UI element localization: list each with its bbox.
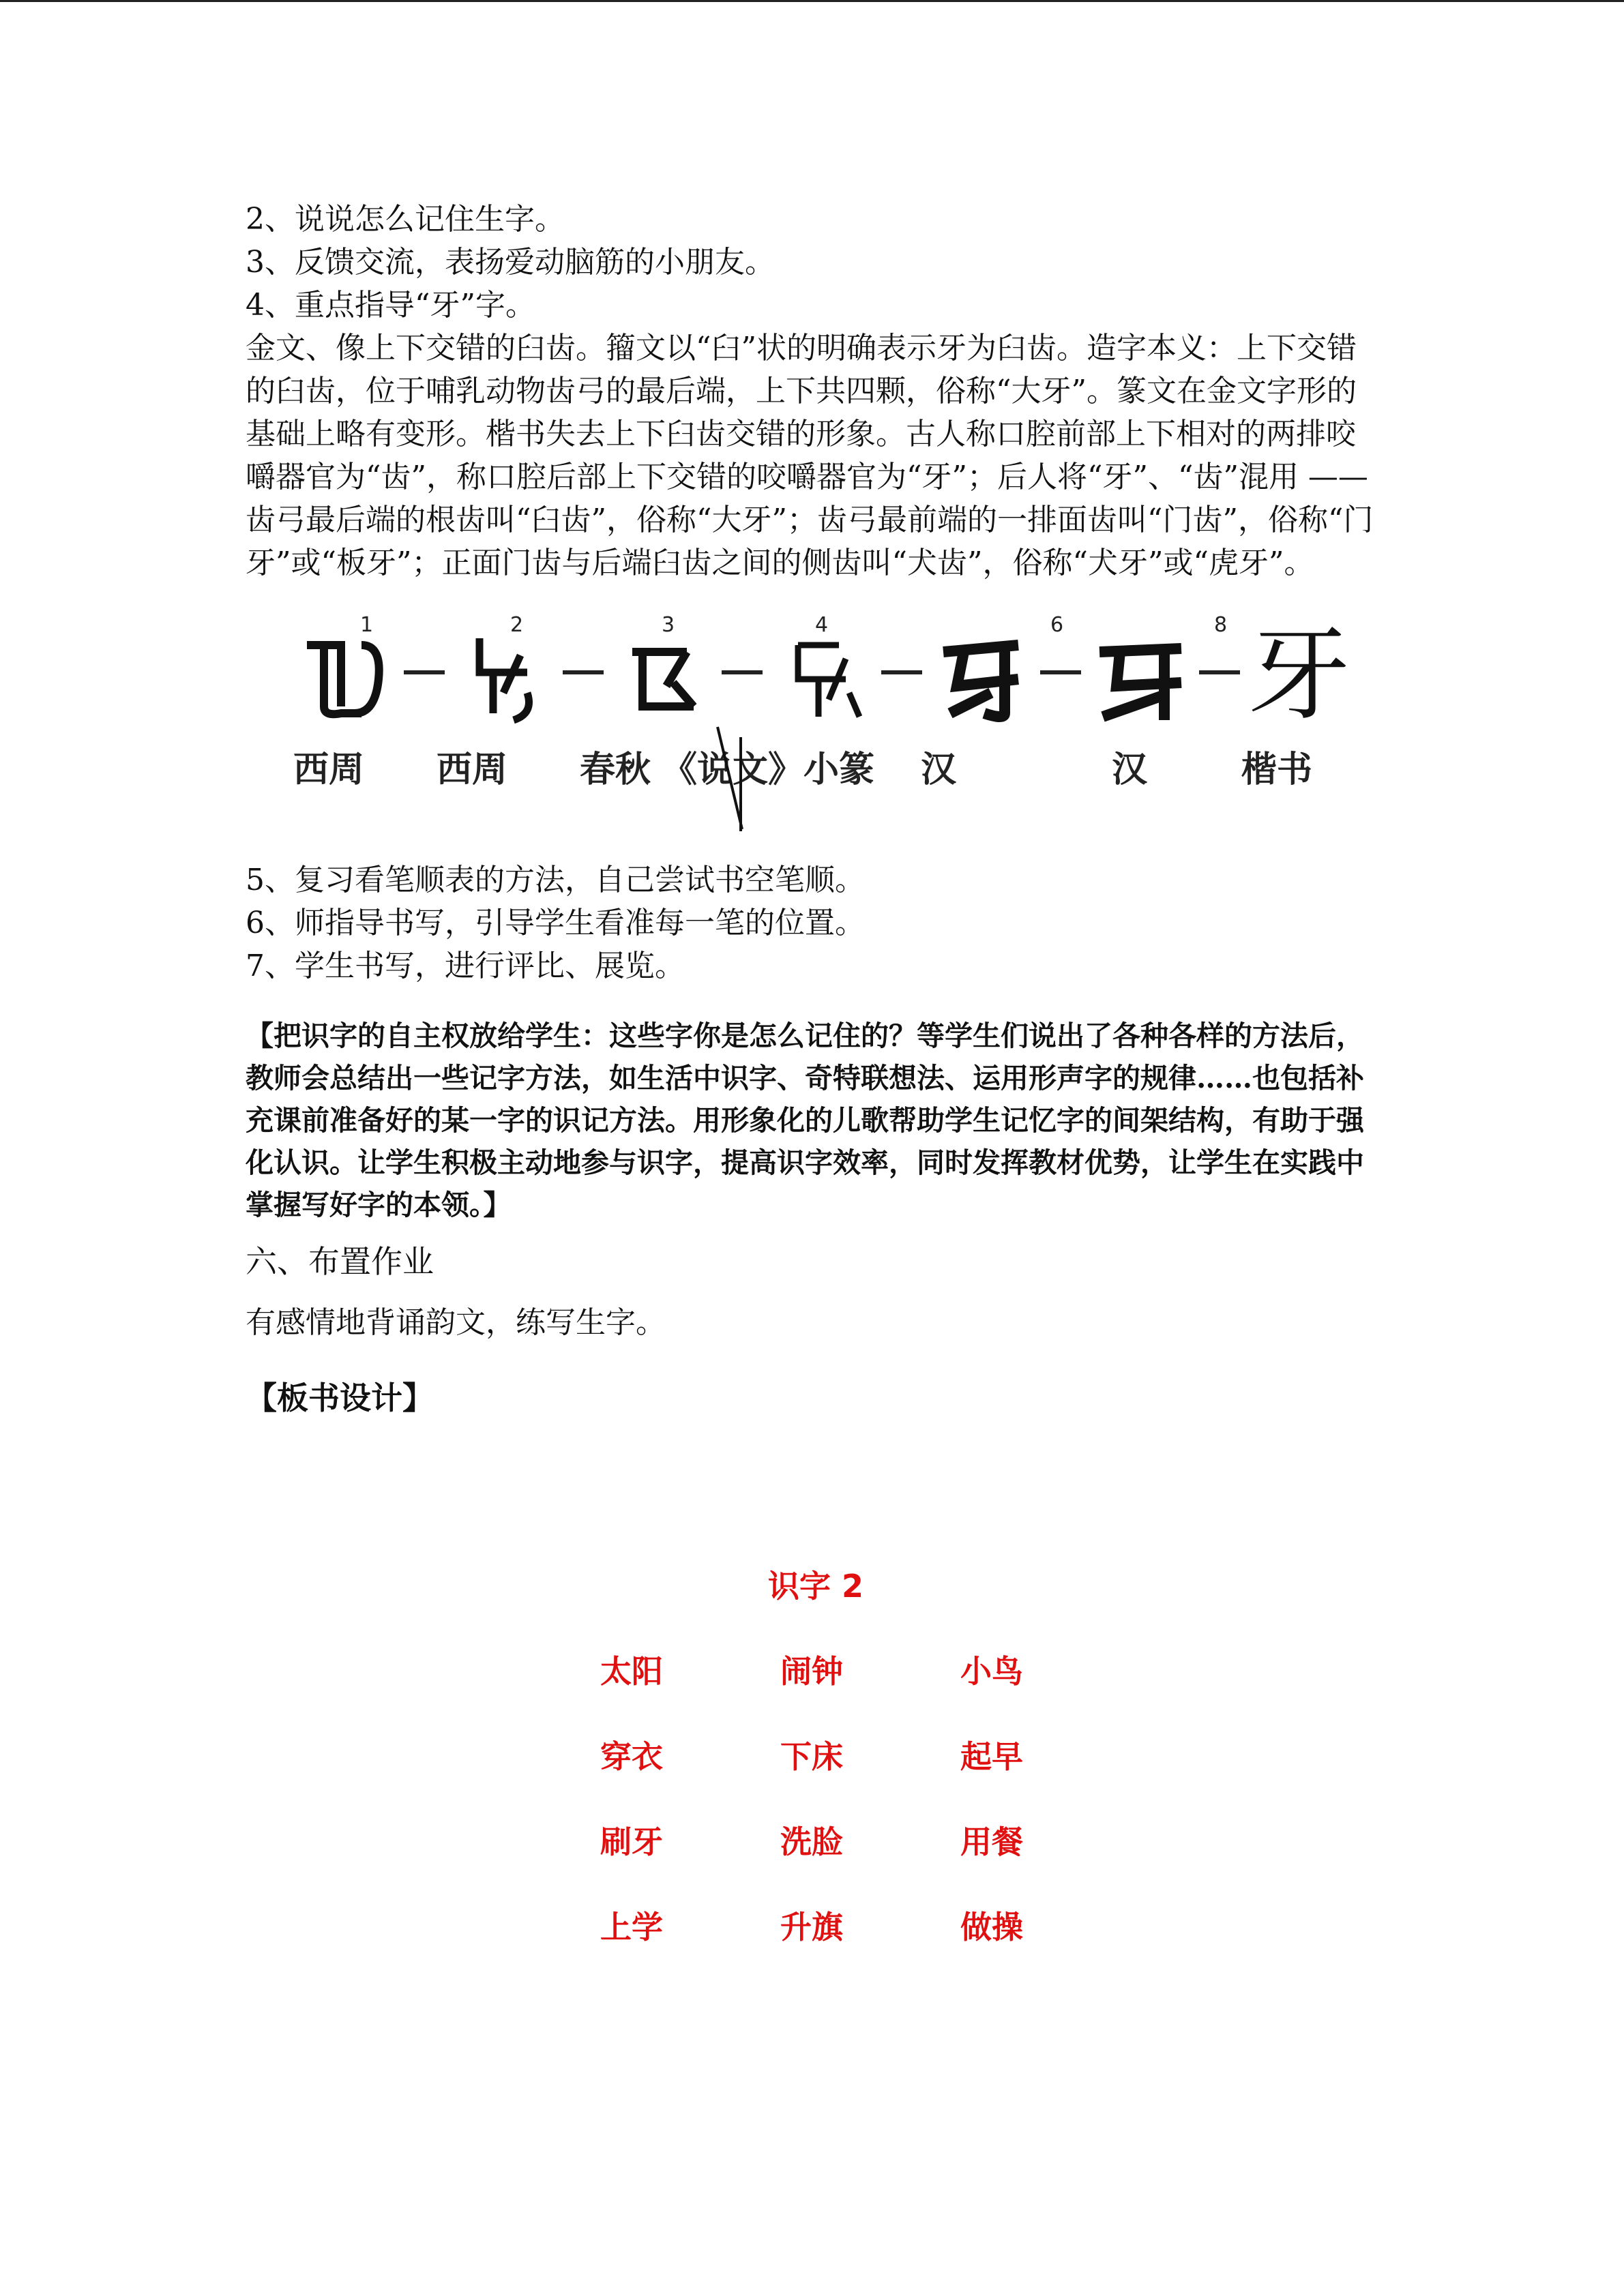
board-word: 上学	[600, 1909, 663, 1945]
label-shuowen-seal: 《说文》小篆	[662, 749, 875, 790]
board-word: 刷牙	[600, 1823, 663, 1860]
label-spring-autumn: 春秋	[580, 749, 651, 790]
evolution-dash	[404, 670, 445, 674]
board-word: 起早	[960, 1738, 1023, 1775]
board-design-heading: 【板书设计】	[246, 1380, 434, 1416]
step-4: 4、重点指导“牙”字。	[246, 288, 535, 323]
ya-etymology-paragraph: 金文、像上下交错的臼齿。籀文以“臼”状的明确表示牙为臼齿。造字本义：上下交错的臼齿，位于哺乳动物齿弓的最后端，上下共四颗，俗称“大牙”。篆文在金文字形的基础上略有变形。楷书失去上下臼齿交错的形象。古人称口腔前部上下相对的两排咬嚼器官为“齿”，称口腔后部上下交错的咬嚼器官为“牙”；后人将“牙”、“齿”混用 ——齿弓最后端的根齿叫“臼齿”，俗称“大牙”；齿弓最前端的一排面齿叫“门齿”，俗称“门牙”或“板牙”；正面门齿与后端臼齿之间的侧齿叫“犬齿”，俗称“犬牙”或“虎牙”。	[246, 331, 1374, 580]
figure-number-6: 6	[1050, 613, 1064, 637]
label-regular-script: 楷书	[1241, 749, 1313, 790]
board-word: 太阳	[600, 1653, 663, 1690]
step-7: 7、学生书写，进行评比、展览。	[246, 949, 685, 983]
homework-text: 有感情地背诵韵文，练写生字。	[246, 1305, 666, 1340]
evolution-dash	[722, 670, 763, 674]
figure-number-2: 2	[510, 613, 524, 637]
han-glyph-2	[1089, 618, 1192, 727]
board-word: 小鸟	[960, 1653, 1023, 1690]
evolution-dash	[881, 670, 922, 674]
document-body	[246, 198, 1378, 1418]
board-word: 洗脸	[780, 1823, 843, 1860]
figure-number-4: 4	[815, 613, 829, 637]
figure-number-8: 8	[1214, 613, 1228, 637]
bronze-glyph-1	[293, 618, 396, 727]
ya-evolution-figure	[293, 608, 1350, 833]
board-word: 下床	[780, 1738, 843, 1775]
evolution-dash	[1040, 670, 1081, 674]
label-han-1: 汉	[921, 749, 957, 790]
label-western-zhou-1: 西周	[293, 749, 365, 790]
board-word: 闹钟	[780, 1653, 843, 1690]
evolution-dash	[1199, 670, 1240, 674]
board-word: 用餐	[960, 1823, 1023, 1860]
svg-text:牙: 牙	[1247, 618, 1350, 727]
board-word: 做操	[960, 1909, 1023, 1945]
board-word: 穿衣	[600, 1738, 663, 1775]
evolution-dash	[563, 670, 604, 674]
step-2: 2、说说怎么记住生字。	[246, 202, 565, 237]
figure-number-1: 1	[360, 613, 374, 637]
step-5: 5、复习看笔顺表的方法，自己尝试书空笔顺。	[246, 863, 865, 897]
regular-script-glyph	[1248, 618, 1350, 727]
teaching-note: 【把识字的自主权放给学生：这些字你是怎么记住的？等学生们说出了各种各样的方法后，教师会总结出一些记字方法，如生活中识字、奇特联想法、运用形声字的规律……也包括补充课前准备好的某一字的识记方法。用形象化的儿歌帮助学生记忆字的间架结构，有助于强化认识。让学生积极主动地参与识字，提高识字效率，同时发挥教材优势，让学生在实践中掌握写好字的本领。】	[246, 1019, 1364, 1221]
section-homework-heading: 六、布置作业	[246, 1243, 434, 1280]
board-word: 升旗	[780, 1909, 843, 1945]
step-3: 3、反馈交流，表扬爱动脑筋的小朋友。	[246, 245, 775, 280]
period-labels	[293, 741, 1350, 795]
figure-slash-mark	[716, 724, 743, 833]
label-han-2: 汉	[1112, 749, 1148, 790]
bronze-glyph-2	[452, 618, 555, 727]
label-western-zhou-2: 西周	[437, 749, 508, 790]
board-title: 识字 2	[768, 1568, 864, 1605]
page-top-border	[0, 0, 1624, 2]
figure-number-3: 3	[662, 613, 675, 637]
han-glyph-1	[930, 618, 1032, 727]
step-6: 6、师指导书写，引导学生看准每一笔的位置。	[246, 906, 865, 940]
